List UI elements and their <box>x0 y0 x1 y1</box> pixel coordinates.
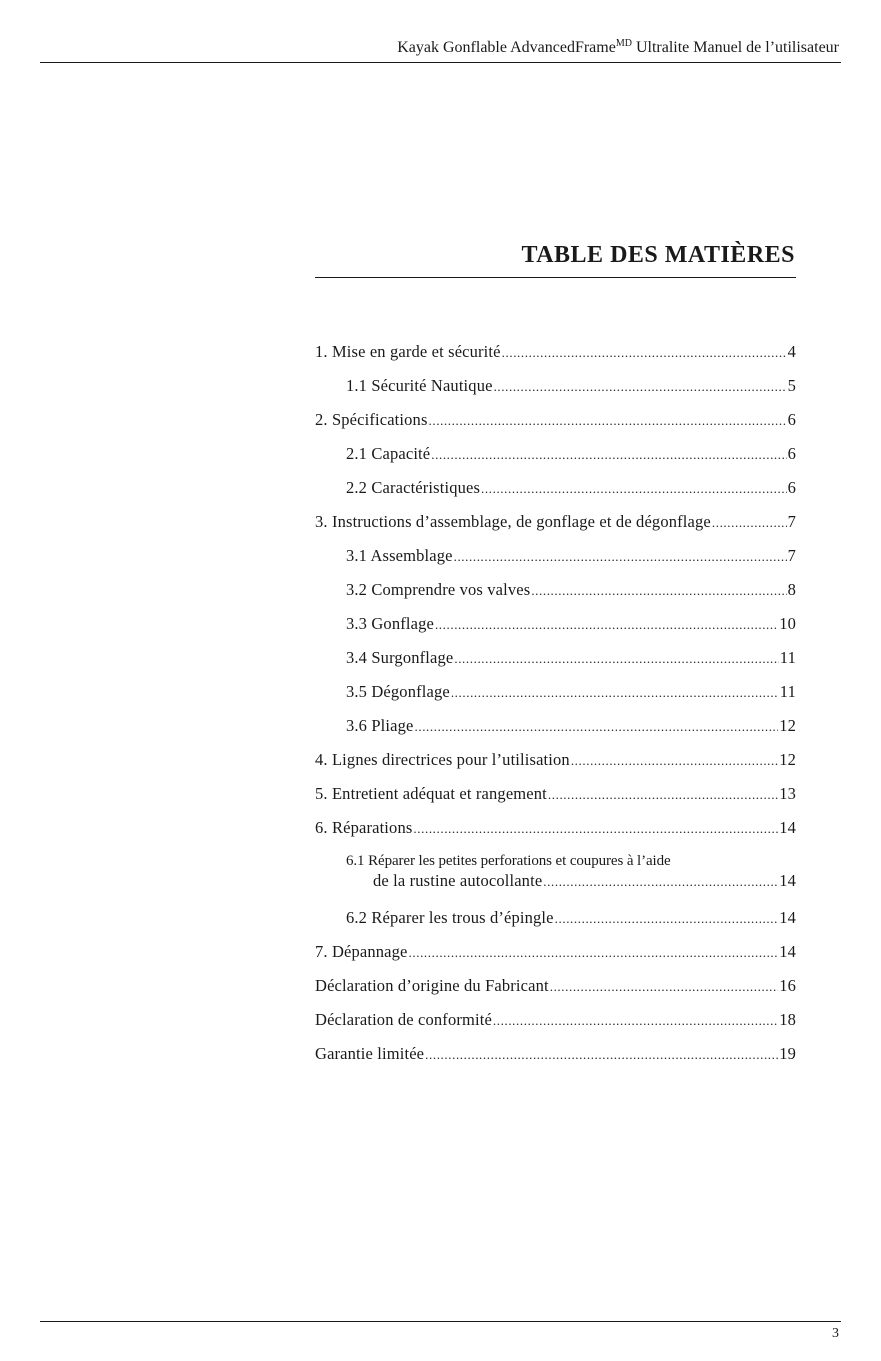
toc-dot-leader <box>548 785 778 805</box>
toc-entry-title: 2.1 Capacité <box>346 444 431 463</box>
toc-entry-title: 3.1 Assemblage <box>346 546 453 565</box>
toc-dot-leader <box>712 513 787 533</box>
toc-dot-leader <box>550 977 778 997</box>
toc-entry[interactable] <box>315 376 796 410</box>
toc-entry-title: 1.1 Sécurité Nautique <box>346 376 493 395</box>
toc-entry[interactable] <box>315 546 796 580</box>
title-rule <box>315 277 796 278</box>
toc-dot-leader <box>493 1011 778 1031</box>
toc-entry-page: 16 <box>779 976 796 995</box>
toc-entry-title: 3.2 Comprendre vos valves <box>346 580 531 599</box>
toc-entry-title: Déclaration de conformité <box>315 1010 492 1029</box>
toc-entry-page: 5 <box>787 376 796 395</box>
toc-dot-leader <box>435 615 778 635</box>
toc-entry[interactable] <box>315 614 796 648</box>
toc-entry-title: 5. Entretient adéquat et rangement <box>315 784 547 803</box>
toc-entry-page: 7 <box>787 512 796 531</box>
toc-entry[interactable] <box>315 750 796 784</box>
toc-dot-leader <box>454 547 787 567</box>
toc-entry-page: 12 <box>779 716 796 735</box>
header-title: Kayak Gonflable AdvancedFrame <box>397 39 616 56</box>
toc-entry[interactable] <box>315 1010 796 1044</box>
toc-entry-title: 2.2 Caractéristiques <box>346 478 481 497</box>
toc-entry-page: 14 <box>779 871 796 890</box>
toc-entry-page: 14 <box>779 818 796 837</box>
toc-entry[interactable] <box>315 648 796 682</box>
toc-dot-leader <box>451 683 779 703</box>
toc-dot-leader <box>494 377 787 397</box>
toc-entry-page: 11 <box>779 682 796 701</box>
toc-entry-title: 2. Spécifications <box>315 410 428 429</box>
toc-dot-leader <box>571 751 778 771</box>
toc-entry-title: 1. Mise en garde et sécurité <box>315 342 501 361</box>
table-of-contents <box>315 342 796 1078</box>
toc-entry-title: de la rustine autocollante <box>373 871 543 890</box>
toc-dot-leader <box>543 872 778 892</box>
toc-entry[interactable] <box>315 784 796 818</box>
toc-entry[interactable] <box>315 908 796 942</box>
toc-entry-title: Garantie limitée <box>315 1044 425 1063</box>
toc-entry-title: Déclaration d’origine du Fabricant <box>315 976 549 995</box>
toc-entry-title: 7. Dépannage <box>315 942 408 961</box>
toc-entry-page: 10 <box>779 614 796 633</box>
footer-rule <box>40 1321 841 1322</box>
running-header <box>397 38 839 57</box>
toc-entry-page: 18 <box>779 1010 796 1029</box>
toc-dot-leader <box>454 649 778 669</box>
toc-title: TABLE DES MATIÈRES <box>521 242 795 268</box>
toc-entry[interactable] <box>315 342 796 376</box>
toc-entry-page: 4 <box>787 342 796 361</box>
header-rule <box>40 62 841 63</box>
toc-dot-leader <box>502 343 787 363</box>
page-number: 3 <box>832 1326 839 1341</box>
toc-entry-title-line1: 6.1 Réparer les petites perforations et coupures à l’aide <box>346 853 671 869</box>
toc-entry-title: 6. Réparations <box>315 818 413 837</box>
toc-entry-title: 6.2 Réparer les trous d’épingle <box>346 908 554 927</box>
toc-dot-leader <box>555 909 779 929</box>
toc-entry-page: 12 <box>779 750 796 769</box>
toc-entry[interactable] <box>315 512 796 546</box>
toc-dot-leader <box>431 445 786 465</box>
toc-dot-leader <box>415 717 779 737</box>
toc-dot-leader <box>413 819 778 839</box>
toc-dot-leader <box>409 943 779 963</box>
toc-entry[interactable] <box>315 444 796 478</box>
toc-entry[interactable] <box>315 580 796 614</box>
toc-entry-page: 19 <box>779 1044 796 1063</box>
toc-dot-leader <box>531 581 786 601</box>
toc-entry-page: 6 <box>787 444 796 463</box>
toc-entry-title: 3.6 Pliage <box>346 716 414 735</box>
toc-entry[interactable] <box>315 818 796 852</box>
toc-entry-title: 3.5 Dégonflage <box>346 682 450 701</box>
toc-dot-leader <box>429 411 787 431</box>
toc-entry-page: 7 <box>787 546 796 565</box>
toc-entry[interactable] <box>315 976 796 1010</box>
toc-entry-page: 14 <box>779 942 796 961</box>
toc-entry-title: 3.4 Surgonflage <box>346 648 454 667</box>
toc-entry-page: 11 <box>779 648 796 667</box>
toc-entry-page: 6 <box>787 410 796 429</box>
toc-entry[interactable] <box>315 852 796 908</box>
toc-entry[interactable] <box>315 716 796 750</box>
toc-entry-title: 3.3 Gonflage <box>346 614 434 633</box>
toc-entry[interactable] <box>315 410 796 444</box>
toc-entry[interactable] <box>315 682 796 716</box>
toc-dot-leader <box>425 1045 778 1065</box>
toc-entry[interactable] <box>315 942 796 976</box>
toc-entry-page: 13 <box>779 784 796 803</box>
toc-entry-page: 8 <box>787 580 796 599</box>
toc-entry-page: 6 <box>787 478 796 497</box>
toc-entry-page: 14 <box>779 908 796 927</box>
toc-entry-title: 4. Lignes directrices pour l’utilisation <box>315 750 570 769</box>
toc-entry[interactable] <box>315 478 796 512</box>
header-trademark: MD <box>615 38 632 49</box>
toc-dot-leader <box>481 479 787 499</box>
toc-entry-title: 3. Instructions d’assemblage, de gonflage et de dégonflage <box>315 512 711 531</box>
toc-entry[interactable] <box>315 1044 796 1078</box>
header-subtitle: Ultralite Manuel de l’utilisateur <box>631 39 839 56</box>
